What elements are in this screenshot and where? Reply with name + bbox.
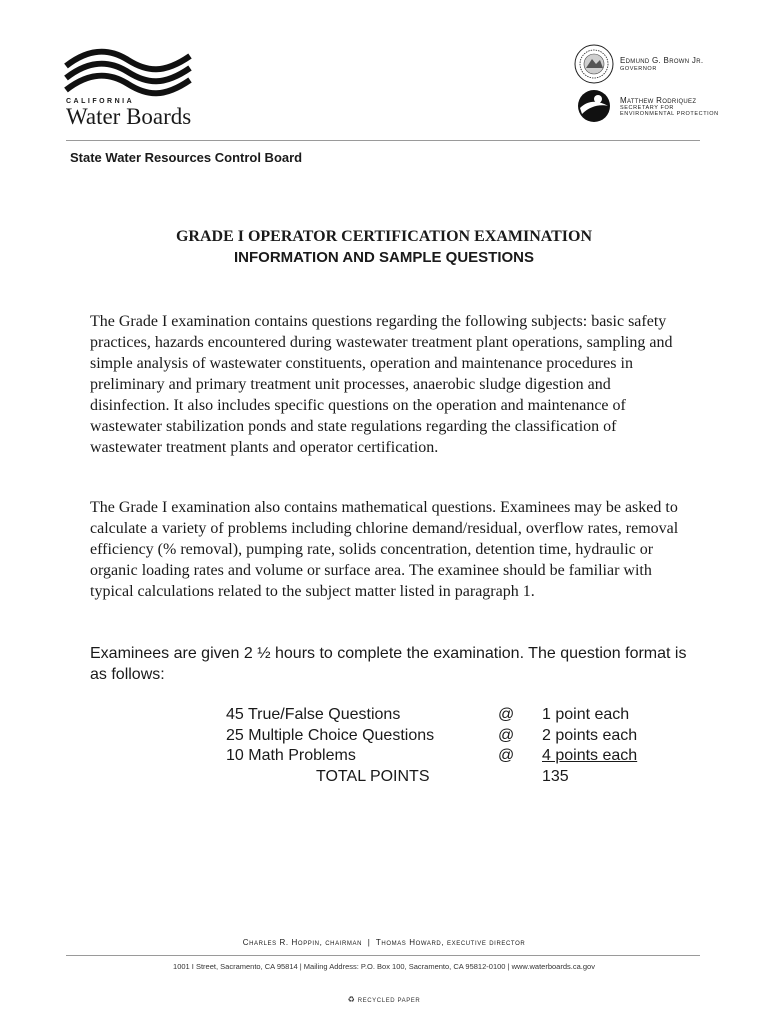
- points-value: 2 points each: [542, 726, 638, 744]
- paragraph-format: Examinees are given 2 ½ hours to complete the examination. The question format is as follows:: [90, 645, 687, 683]
- at-symbol: @: [498, 726, 515, 744]
- recycled-paper-note: [0, 995, 768, 1004]
- footer-divider: [66, 955, 700, 956]
- state-seal-icon: [574, 44, 614, 84]
- organization-name: State Water Resources Control Board: [70, 150, 303, 165]
- question-type: 10 Math Problems: [226, 747, 356, 764]
- paragraph-subjects: The Grade I examination contains questions regarding the following subjects: basic safety practices, hazards encountered during wastewater treatment plant operations, sampling and simple analysis of wastewater constituents, operation and maintenance procedures in preliminary and primary treatment unit processes, anaerobic sludge digestion and disinfection. It also includes specific questions on the operation and maintenance of wastewater stabilization ponds and state regulations regarding the classification of wastewater treatment plants and operator certification.: [90, 313, 673, 456]
- secretary-name: Matthew Rodriquez: [620, 96, 697, 105]
- recycle-icon: ♻: [347, 995, 356, 1004]
- logo-state-label: CALIFORNIA: [66, 98, 135, 105]
- total-label: TOTAL POINTS: [316, 767, 430, 785]
- question-type: 45 True/False Questions: [226, 706, 401, 723]
- footer-separator: |: [367, 938, 371, 947]
- points-value: 4 points each: [542, 747, 638, 764]
- footer-address: 1001 I Street, Sacramento, CA 95814 | Mailing Address: P.O. Box 100, Sacramento, CA 95812-0100 | www.waterboards.ca.gov: [173, 962, 595, 971]
- secretary-title-line2: ENVIRONMENTAL PROTECTION: [620, 111, 719, 117]
- calepa-logo-icon: [576, 88, 612, 124]
- document-title: GRADE I OPERATOR CERTIFICATION EXAMINATION: [175, 228, 593, 245]
- secretary-title-line1: SECRETARY FOR: [620, 105, 674, 111]
- at-symbol: @: [498, 706, 515, 723]
- header-divider: [66, 140, 700, 141]
- points-value: 1 point each: [542, 706, 630, 723]
- at-symbol: @: [498, 747, 515, 764]
- chairman-text: Charles R. Hoppin, chairman: [242, 938, 363, 947]
- document-subtitle: INFORMATION AND SAMPLE QUESTIONS: [234, 249, 534, 266]
- recycled-label: RECYCLED PAPER: [357, 998, 421, 1004]
- governor-title: GOVERNOR: [620, 66, 657, 72]
- footer-officers: [0, 938, 768, 947]
- governor-name: Edmund G. Brown Jr.: [620, 56, 704, 65]
- question-type: 25 Multiple Choice Questions: [226, 726, 435, 744]
- total-value: 135: [542, 767, 569, 785]
- director-text: Thomas Howard, executive director: [375, 938, 526, 947]
- paragraph-math: The Grade I examination also contains mathematical questions. Examinees may be asked to calculate a variety of problems including chlorine demand/residual, overflow rates, removal efficiency (% removal), pumping rate, solids concentration, detention time, hydraulic or organic loading rates and volume or surface area. The examinee should be familiar with typical calculations related to the subject matter listed in paragraph 1.: [90, 499, 679, 600]
- logo-agency-name: Water Boards: [66, 104, 192, 129]
- water-boards-logo-waves-icon: [64, 44, 192, 100]
